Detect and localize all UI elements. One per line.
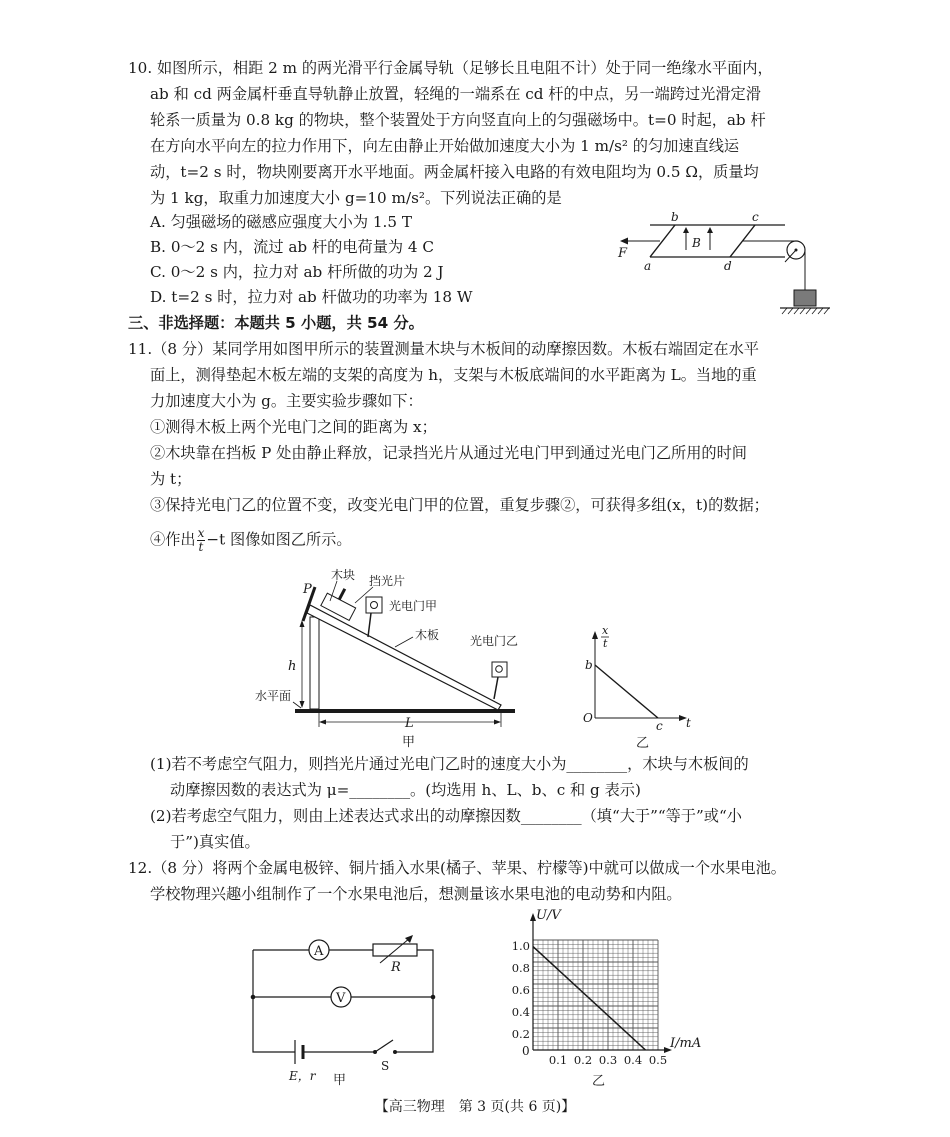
x-axis-label: I/mA (670, 1036, 702, 1051)
q10-option-b: B. 0～2 s 内，流过 ab 杆的电荷量为 4 C (150, 238, 435, 256)
q12-ui-graph (500, 905, 715, 1090)
caption-graph: 乙 (592, 1074, 606, 1089)
q11-sub-1-cont: 动摩擦因数的表达式为 μ=________。(均选用 h、L、b、c 和 g 表示) (170, 781, 641, 799)
switch-lever (375, 1040, 393, 1052)
label-gate2: 光电门乙 (470, 634, 519, 648)
grid-layer (533, 940, 658, 1050)
label-t: t (686, 716, 691, 730)
q12-line: 12.（8 分）将两个金属电极锌、铜片插入水果(橘子、苹果、柠檬等)中就可以做成一个水果电池。 (128, 859, 786, 877)
q11-figure-yi (578, 620, 703, 750)
battery-label: E，r (289, 1069, 316, 1083)
y-tick-label: 1.0 (511, 939, 530, 953)
q11-step-2: ②木块靠在挡板 P 处由静止释放，记录挡光片从通过光电门甲到通过光电门乙所用的时间 (150, 444, 747, 462)
floor-hatch (782, 308, 829, 314)
label-c: c (752, 210, 759, 224)
ground-pointer (293, 702, 301, 708)
label-ground: 水平面 (255, 689, 292, 703)
q10-line: ab 和 cd 两金属杆垂直导轨静止放置，轻绳的一端系在 cd 杆的中点，另一端跨过光滑定滑 (150, 85, 761, 103)
y-tick-label: 0.4 (511, 1005, 530, 1019)
q11-step-2-cont: 为 t； (150, 470, 192, 488)
q10-line: 轮系一质量为 0.8 kg 的物块，整个装置处于方向竖直向上的匀强磁场中。t=0 时起，ab 杆 (150, 111, 766, 129)
label-h: h (288, 659, 297, 674)
q11-sub-2-cont: 于”)真实值。 (170, 833, 260, 851)
q10-line: 在方向水平向左的拉力作用下，向左由静止开始做加速度大小为 1 m/s² 的匀加速直线运 (150, 137, 740, 155)
q10-option-d: D. t=2 s 时，拉力对 ab 杆做功的功率为 18 W (150, 288, 473, 306)
q10-option-a: A. 匀强磁场的磁感应强度大小为 1.5 T (150, 213, 412, 231)
fraction-den: t (198, 540, 204, 554)
junction (251, 995, 256, 1000)
q11-step-4-suffix: −t 图像如图乙所示。 (206, 530, 352, 549)
switch-label: S (381, 1059, 390, 1073)
caption-yi: 乙 (636, 736, 650, 751)
label-p: P (303, 582, 312, 597)
y-tick-label: 0.2 (511, 1027, 530, 1041)
gate1-box (366, 597, 382, 613)
q11-step-4 (150, 527, 352, 554)
page-footer: 【高三物理 第 3 页(共 6 页)】 (374, 1099, 576, 1115)
y-tick-label: 0.8 (511, 961, 530, 975)
origin-label: 0 (522, 1044, 530, 1058)
q10-line: 10. 如图所示，相距 2 m 的两光滑平行金属导轨（足够长且电阻不计）处于同一绝缘水平面内， (128, 59, 773, 77)
x-tick-label: 0.3 (598, 1053, 618, 1067)
force-arrow-head (620, 238, 628, 245)
q11-line: 11.（8 分）某同学用如图甲所示的装置测量木块与木板间的动摩擦因数。木板右端固定在水平 (128, 340, 759, 358)
y-axis-arrow (592, 631, 598, 639)
q11-line: 面上，测得垫起木板左端的支架的高度为 h，支架与木板底端间的水平距离为 L。当地的重 (150, 366, 757, 384)
y-tick-label: 0.6 (511, 983, 530, 997)
label-shade-plate: 挡光片 (369, 574, 406, 588)
junction (431, 995, 436, 1000)
field-arrow-head (683, 227, 689, 233)
inclined-board (307, 605, 501, 710)
q10-option-c: C. 0～2 s 内，拉力对 ab 杆所做的功为 2 J (150, 263, 444, 281)
label-f: F (618, 246, 628, 261)
label-a: a (644, 259, 652, 273)
label-b: b (585, 658, 593, 672)
label-gate1: 光电门甲 (389, 599, 438, 613)
rheostat-label: R (391, 960, 401, 975)
support-stand (310, 617, 319, 709)
caption-circuit: 甲 (333, 1073, 347, 1088)
gate2-box (492, 662, 507, 677)
l-arrow-left (319, 720, 326, 725)
gate2-post (494, 677, 498, 699)
label-d: d (724, 259, 732, 273)
shading-plate (338, 588, 346, 600)
q10-line: 动，t=2 s 时，物块刚要离开水平地面。两金属杆接入电路的有效电阻均为 0.5 Ω，质量均 (150, 163, 759, 181)
q11-step-4-prefix: ④作出 (150, 530, 196, 549)
fraction-num: x (197, 526, 205, 540)
q12-circuit (245, 930, 445, 1090)
board-pointer (395, 637, 413, 647)
gate1-post (368, 613, 371, 637)
graph-line (595, 665, 658, 718)
q11-sub-2: (2)若考虑空气阻力，则由上述表达式求出的动摩擦因数________（填“大于”“等于”或“小 (150, 807, 742, 825)
field-arrow-head (707, 227, 713, 233)
x-tick-label: 0.2 (573, 1053, 593, 1067)
q10-figure (610, 210, 840, 320)
switch-contact (393, 1050, 397, 1054)
hanging-block (794, 290, 816, 306)
q10-line: 为 1 kg，取重力加速度大小 g=10 m/s²。下列说法正确的是 (150, 189, 562, 207)
x-tick-label: 0.4 (623, 1053, 643, 1067)
voltmeter-label: V (336, 991, 346, 1006)
x-tick-label: 0.5 (648, 1053, 668, 1067)
l-arrow-right (494, 720, 501, 725)
y-label-den: t (603, 637, 608, 650)
label-field-b: B (692, 236, 701, 250)
label-board: 木板 (415, 628, 440, 642)
label-c: c (656, 719, 663, 733)
y-label-num: x (602, 624, 609, 637)
q11-step-1: ①测得木板上两个光电门之间的距离为 x； (150, 418, 437, 436)
label-o: O (583, 711, 593, 725)
q11-figure-jia (255, 565, 525, 750)
ammeter-label: A (314, 944, 324, 959)
fraction (197, 527, 206, 554)
q11-line: 力加速度大小为 g。主要实验步骤如下： (150, 392, 423, 410)
caption-jia: 甲 (402, 735, 416, 750)
y-axis-label: U/V (536, 908, 561, 923)
x-tick-label: 0.1 (548, 1053, 568, 1067)
label-block: 木块 (331, 568, 356, 582)
label-l: L (405, 716, 414, 731)
q12-line: 学校物理兴趣小组制作了一个水果电池后，想测量该水果电池的电动势和内阻。 (150, 885, 682, 903)
label-b: b (671, 210, 679, 224)
q11-sub-1: (1)若不考虑空气阻力，则挡光片通过光电门乙时的速度大小为________，木块与木板间的 (150, 755, 749, 773)
section-heading: 三、非选择题：本题共 5 小题，共 54 分。 (128, 314, 424, 332)
q11-step-3: ③保持光电门乙的位置不变，改变光电门甲的位置，重复步骤②，可获得多组(x，t)的数据； (150, 496, 769, 514)
